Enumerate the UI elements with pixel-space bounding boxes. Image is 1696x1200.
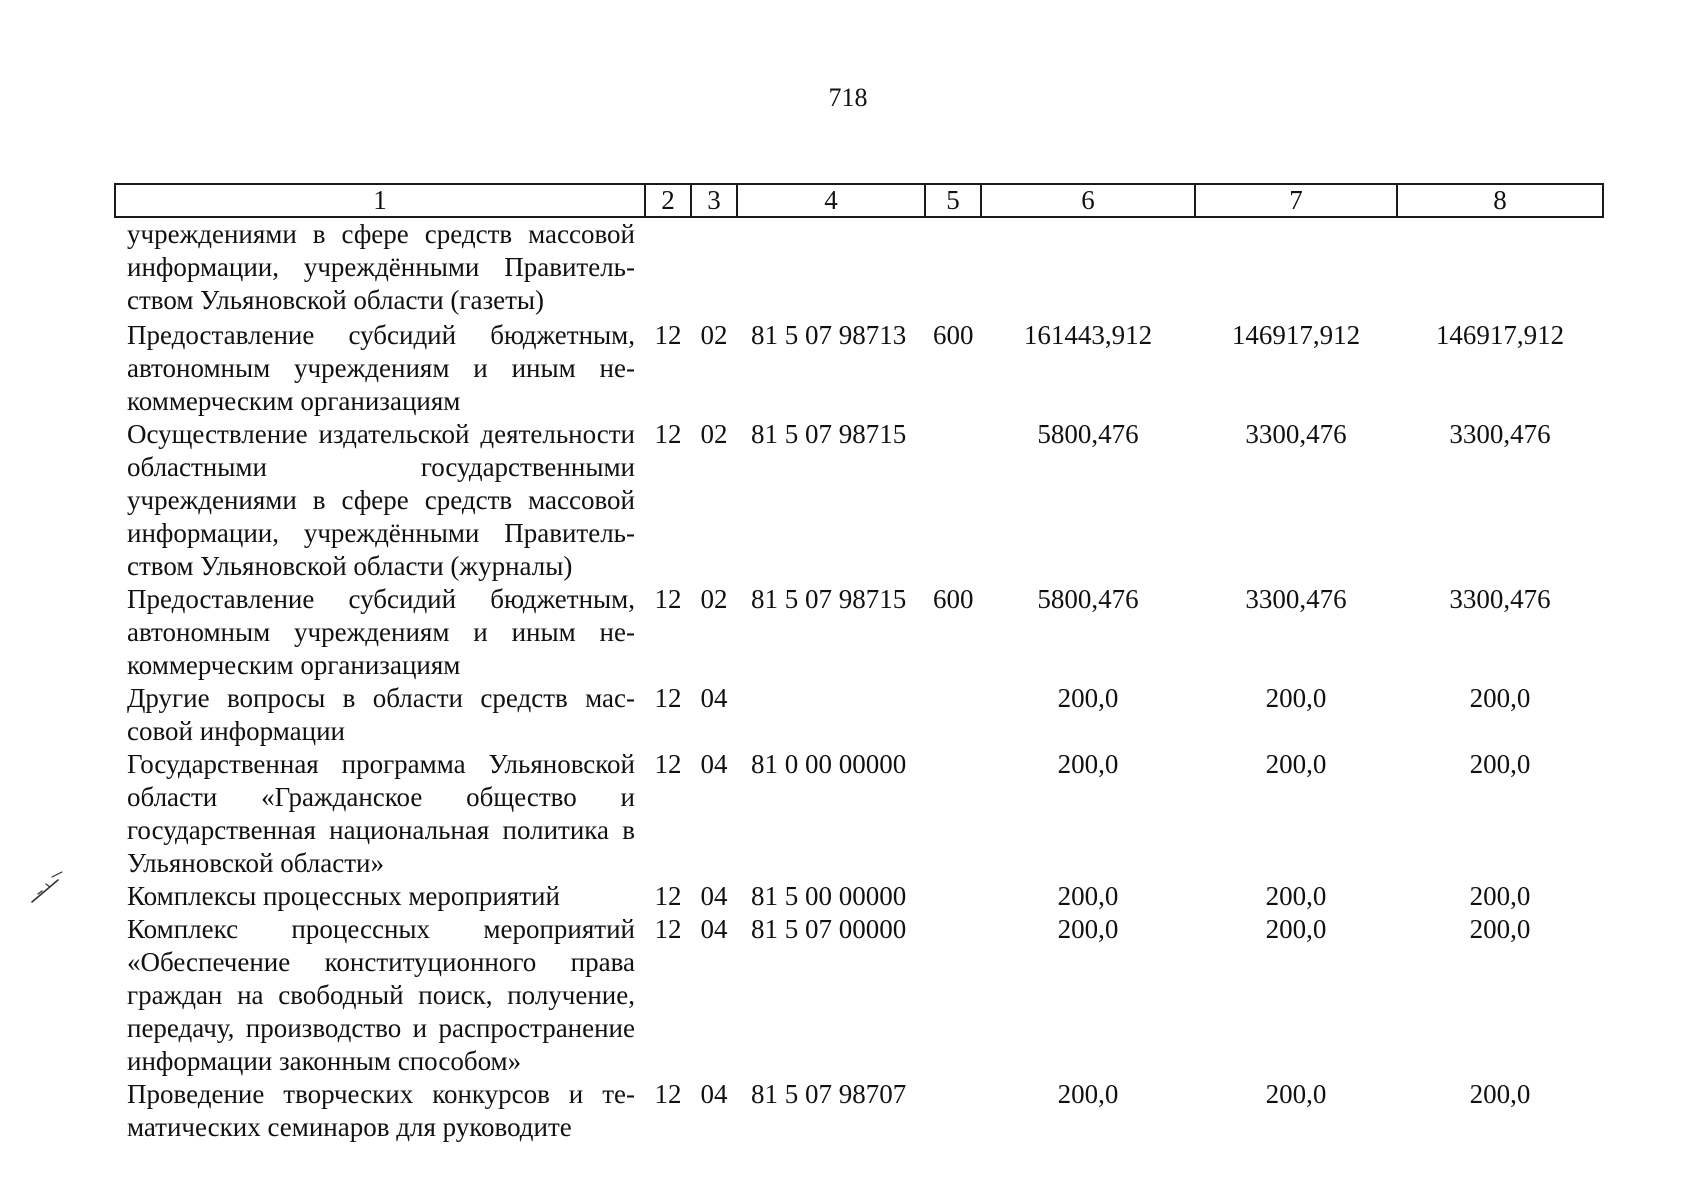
row-subsection: 04: [700, 914, 728, 944]
row-value-col8: 200,0: [1469, 881, 1531, 911]
row-section: 12: [654, 683, 682, 713]
row-name: Другие вопросы в области средств массовой информации: [127, 683, 635, 746]
row-value-col7: [1195, 217, 1397, 317]
table-header: [115, 184, 1603, 217]
row-value-col7: 200,0: [1265, 914, 1327, 944]
column-header-4: 4: [737, 184, 925, 217]
row-expense-type: [925, 418, 981, 583]
row-value-col6: 5800,476: [1037, 584, 1139, 614]
row-value-col7: 3300,476: [1245, 419, 1347, 449]
table-row: [115, 1078, 1603, 1144]
row-value-col7: 200,0: [1265, 683, 1327, 713]
row-value-col6: 200,0: [1057, 881, 1119, 911]
row-section: 12: [654, 1079, 682, 1109]
row-target-article: 81 0 00 00000: [751, 749, 907, 779]
header-row: [115, 184, 1603, 217]
row-subsection: 04: [700, 683, 728, 713]
row-section: [645, 217, 691, 317]
table-body: [115, 217, 1603, 1144]
page-number: 718: [828, 83, 868, 112]
margin-pen-mark: [28, 868, 68, 908]
table-row: [115, 913, 1603, 1078]
column-header-8: 8: [1397, 184, 1603, 217]
row-name: Предоставление субсидий бюджетным, автономным учреждениям и иным некоммерческим организациям: [127, 584, 635, 680]
row-expense-type: [925, 880, 981, 913]
row-target-article: 81 5 07 98715: [751, 419, 907, 449]
row-name: Государственная программа Ульяновской области «Гражданское общество и государственная национальная политика в Ульяновской области»: [127, 749, 635, 878]
row-subsection: 04: [700, 749, 728, 779]
row-expense-type: 600: [933, 584, 974, 614]
column-header-1: 1: [115, 184, 645, 217]
row-name: Осуществление издательской деятельности областными государственными учреждениями в сфере средств массовой информации, учреждёнными Правительством Ульяновской области (журналы): [127, 419, 635, 581]
row-expense-type: [925, 913, 981, 1078]
row-section: 12: [654, 419, 682, 449]
row-name: Комплекс процессных мероприятий «Обеспечение конституционного права граждан на свободный поиск, получение, передачу, производство и распространение информации законным способом»: [127, 914, 635, 1076]
row-target-article: 81 5 07 00000: [751, 914, 907, 944]
row-name: учреждениями в сфере средств массовой информации, учреждёнными Правительством Ульяновской области (газеты): [127, 219, 635, 315]
table-row: [115, 583, 1603, 682]
row-subsection: 02: [700, 584, 728, 614]
row-value-col7: 146917,912: [1231, 320, 1361, 350]
row-name: Комплексы процессных мероприятий: [127, 881, 560, 911]
row-target-article: 81 5 07 98707: [751, 1079, 907, 1109]
row-subsection: 04: [700, 1079, 728, 1109]
row-value-col6: 200,0: [1057, 683, 1119, 713]
row-section: 12: [654, 749, 682, 779]
row-value-col8: 200,0: [1469, 683, 1531, 713]
row-value-col6: 200,0: [1057, 914, 1119, 944]
row-section: 12: [654, 881, 682, 911]
table-row: [115, 317, 1603, 418]
row-subsection: 02: [700, 419, 728, 449]
row-value-col7: 200,0: [1265, 1079, 1327, 1109]
row-value-col8: [1397, 217, 1603, 317]
row-value-col7: 3300,476: [1245, 584, 1347, 614]
row-subsection: 02: [700, 320, 728, 350]
table-row: [115, 748, 1603, 880]
row-target-article: [737, 217, 925, 317]
row-value-col7: 200,0: [1265, 881, 1327, 911]
row-subsection: [691, 217, 737, 317]
row-value-col7: 200,0: [1265, 749, 1327, 779]
row-target-article: 81 5 07 98715: [751, 584, 907, 614]
row-value-col6: [981, 217, 1195, 317]
row-expense-type: 600: [933, 320, 974, 350]
column-header-6: 6: [981, 184, 1195, 217]
table-row: [115, 682, 1603, 748]
row-value-col8: 3300,476: [1449, 584, 1551, 614]
row-expense-type: [925, 217, 981, 317]
row-expense-type: [925, 748, 981, 880]
row-target-article: 81 5 07 98713: [751, 320, 907, 350]
row-name: Проведение творческих конкурсов и тематических семинаров для руководите: [127, 1079, 635, 1142]
table-row: [115, 880, 1603, 913]
column-header-3: 3: [691, 184, 737, 217]
row-value-col8: 146917,912: [1435, 320, 1565, 350]
row-value-col6: 161443,912: [1023, 320, 1153, 350]
row-value-col8: 200,0: [1469, 914, 1531, 944]
row-expense-type: [925, 1078, 981, 1144]
table-row: [115, 217, 1603, 317]
row-value-col8: 200,0: [1469, 749, 1531, 779]
table-row: [115, 418, 1603, 583]
column-header-5: 5: [925, 184, 981, 217]
row-name: Предоставление субсидий бюджетным, автономным учреждениям и иным некоммерческим организациям: [127, 320, 635, 416]
row-value-col8: 3300,476: [1449, 419, 1551, 449]
row-section: 12: [654, 320, 682, 350]
row-value-col6: 200,0: [1057, 1079, 1119, 1109]
column-header-2: 2: [645, 184, 691, 217]
row-value-col6: 5800,476: [1037, 419, 1139, 449]
row-subsection: 04: [700, 881, 728, 911]
row-target-article: 81 5 00 00000: [751, 881, 907, 911]
row-value-col8: 200,0: [1469, 1079, 1531, 1109]
row-section: 12: [654, 914, 682, 944]
row-section: 12: [654, 584, 682, 614]
column-header-7: 7: [1195, 184, 1397, 217]
row-value-col6: 200,0: [1057, 749, 1119, 779]
budget-table: [114, 183, 1604, 1144]
row-expense-type: [925, 682, 981, 748]
row-target-article: [737, 682, 925, 748]
